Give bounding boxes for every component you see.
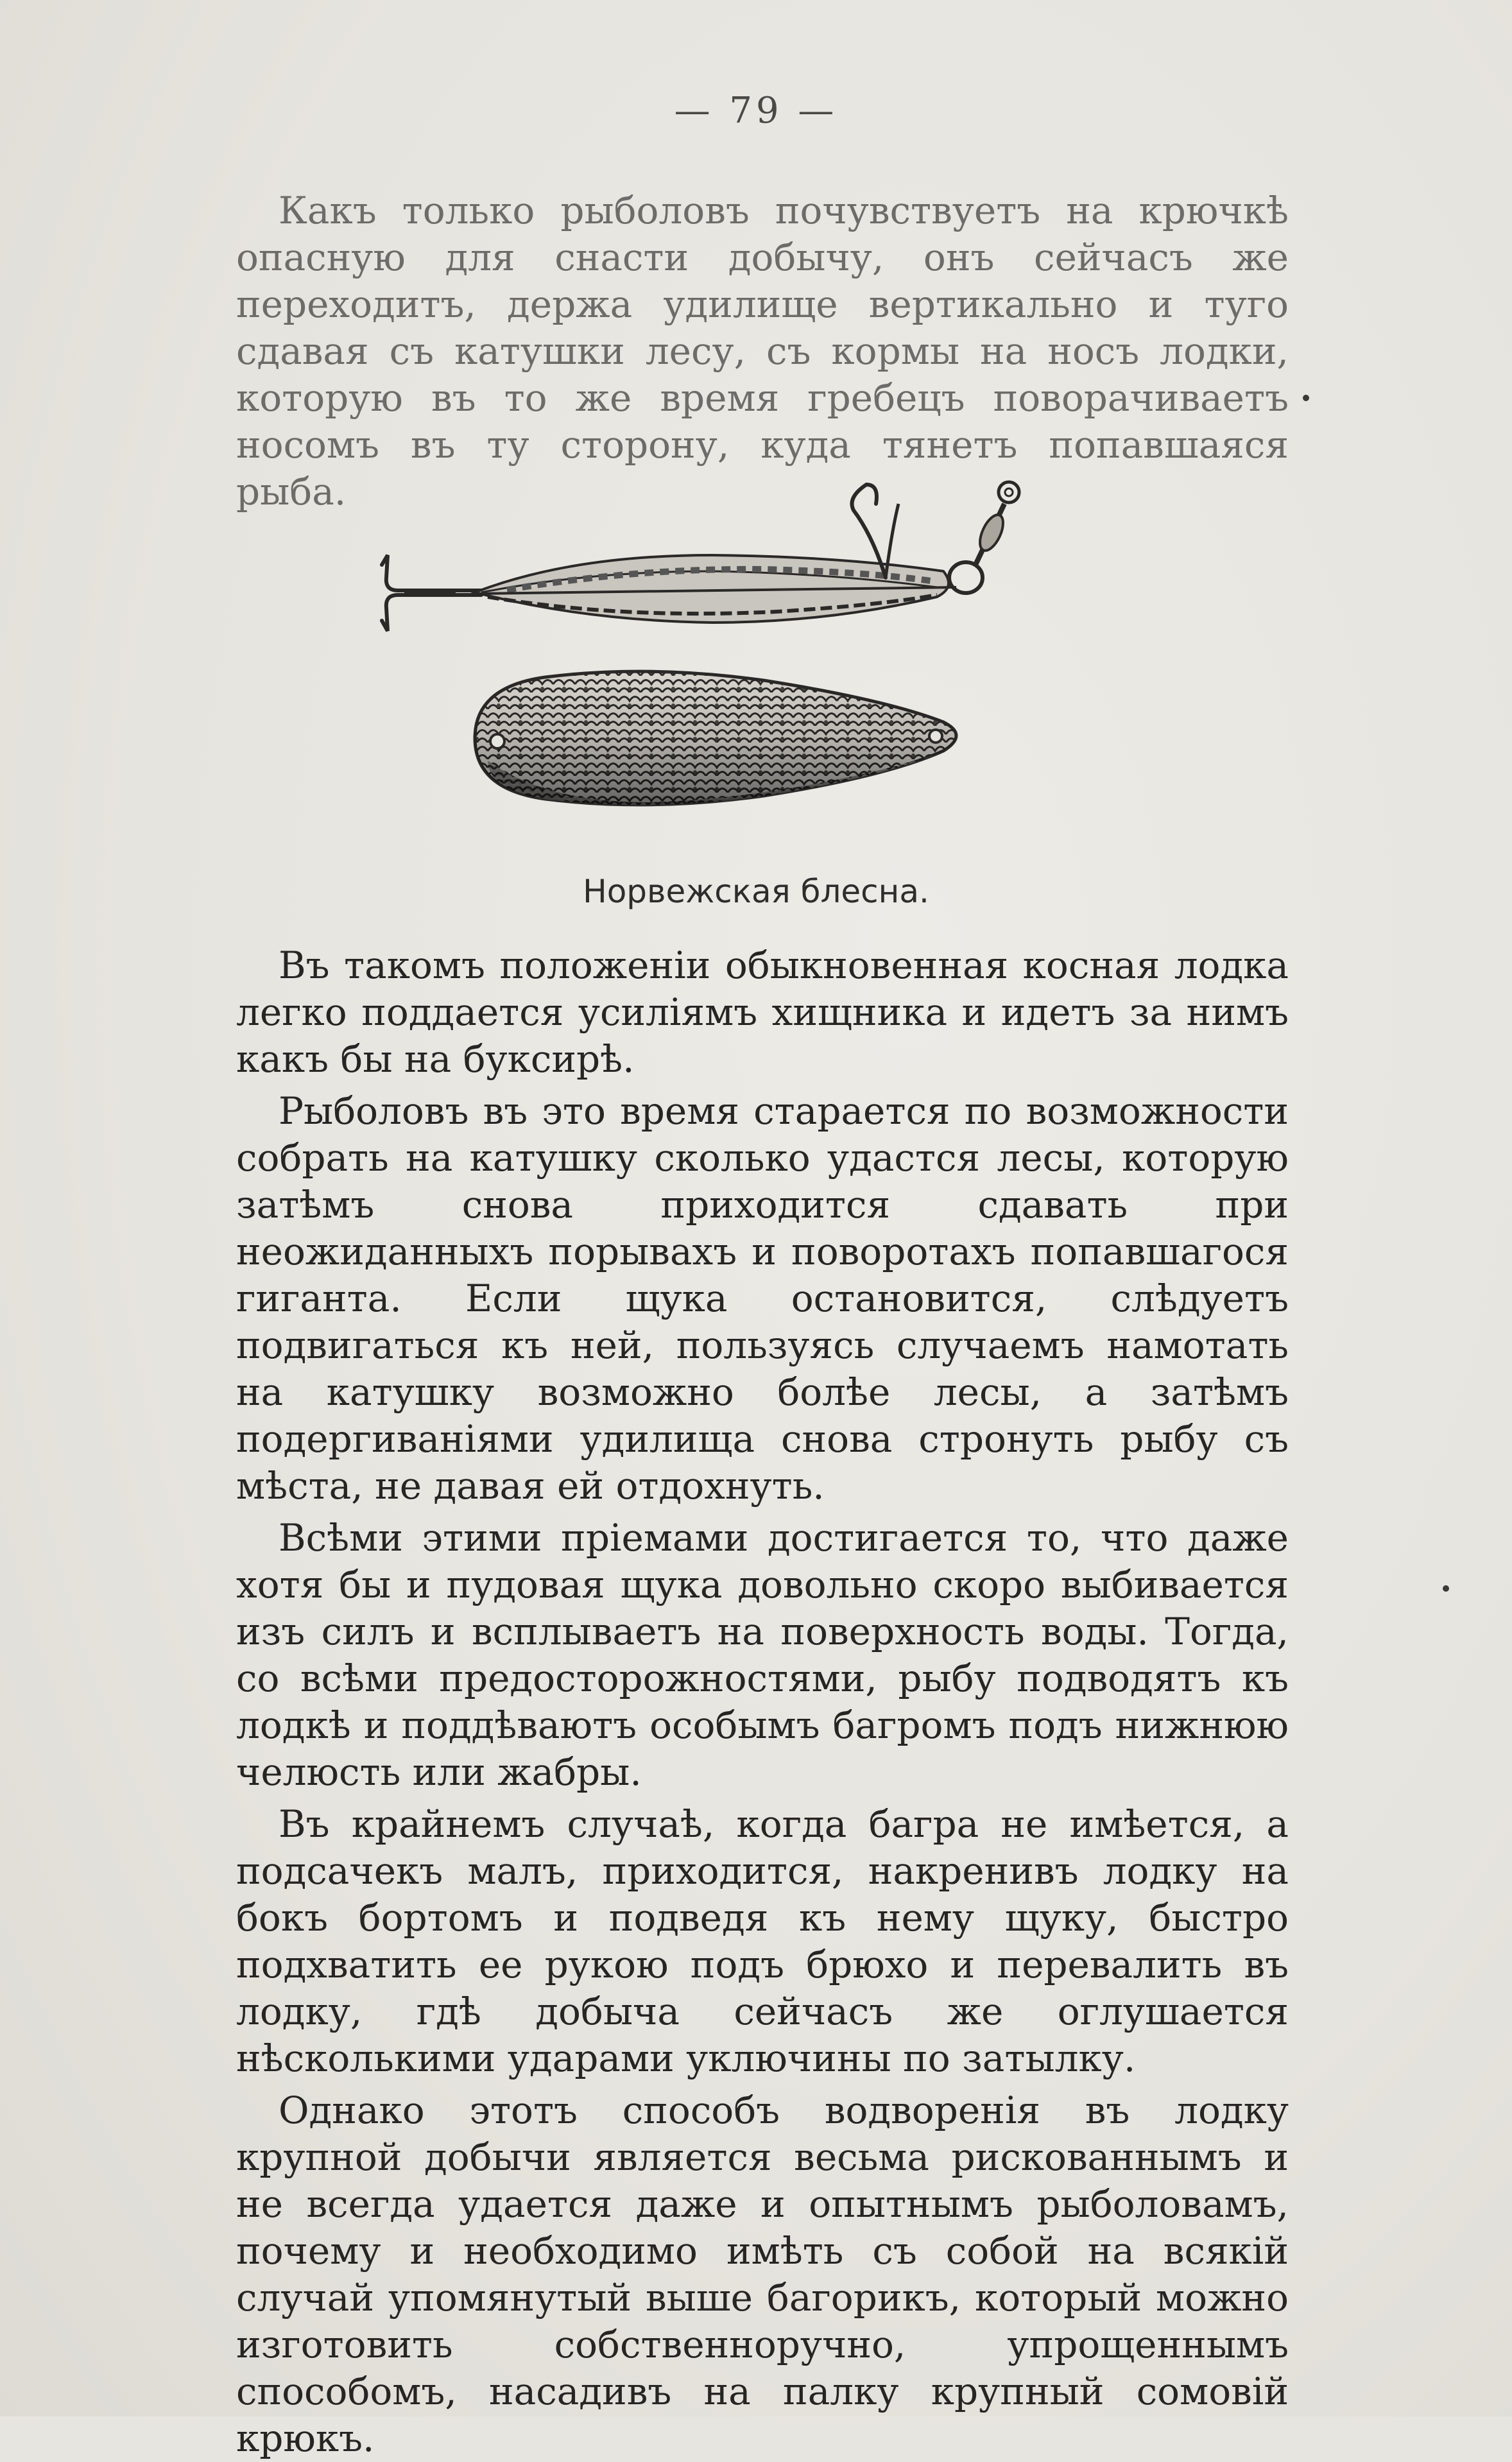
- paragraph-top: Какъ только рыболовъ почувствуетъ на крючкѣ опасную для снасти добычу, онъ сейчасъ же переходитъ, держа удилище вертикально и туго сдавая съ катушки лесу, съ кормы на носъ лодки, которую въ то же время гребецъ поворачиваетъ носомъ въ ту сторону, куда тянетъ попавшаяся рыба.: [236, 189, 1289, 513]
- print-speck: [1443, 1585, 1449, 1592]
- spoon-lure-illustration: [379, 459, 1117, 870]
- print-speck: [1303, 395, 1309, 401]
- side-view-lure: [382, 482, 1019, 631]
- page-number: — 79 —: [674, 90, 838, 132]
- paragraph-4: Въ крайнемъ случаѣ, когда багра не имѣется, а подсачекъ малъ, приходится, накренивъ лодку на бокъ бортомъ и подведя къ нему щуку, быстро подхватить ее рукою подъ брюхо и перевалить въ лодку, гдѣ добыча сейчасъ же оглушается нѣсколькими ударами уключины по затылку.: [236, 1802, 1289, 2080]
- paragraph-2: Рыболовъ въ это время старается по возможности собрать на катушку сколько удастся лесы, которую затѣмъ снова приходится сдавать при неожиданныхъ порывахъ и поворотахъ попавшагося гиганта. Если щука остановится, слѣдуетъ подвигаться къ ней, пользуясь случаемъ намотать на катушку возможно болѣе лесы, а затѣмъ подергиванiями удилища снова стронуть рыбу съ мѣста, не давая ей отдохнуть.: [236, 1089, 1289, 1508]
- main-text-block: [236, 942, 1289, 2462]
- figure-caption: Норвежская блесна.: [583, 873, 929, 910]
- paragraph-3: Всѣми этими прiемами достигается то, что даже хотя бы и пудовая щука довольно скоро выбивается изъ силъ и всплываетъ на поверхность воды. Тогда, со всѣми предосторожностями, рыбу подводятъ къ лодкѣ и поддѣваютъ особымъ багромъ подъ нижнюю челюсть или жабры.: [236, 1516, 1289, 1794]
- front-view-spoon: [475, 671, 956, 805]
- paragraph-5: Однако этотъ способъ водворенiя въ лодку крупной добычи является весьма рискованнымъ и не всегда удается даже и опытнымъ рыболовамъ, почему и необходимо имѣть съ собой на всякiй случай упомянутый выше багорикъ, который можно изготовить собственноручно, упрощеннымъ способомъ, насадивъ на палку крупный сомовiй крюкъ.: [236, 2088, 1289, 2460]
- paragraph-1: Въ такомъ положенiи обыкновенная косная лодка легко поддается усилiямъ хищника и идетъ за нимъ какъ бы на буксирѣ.: [236, 943, 1289, 1081]
